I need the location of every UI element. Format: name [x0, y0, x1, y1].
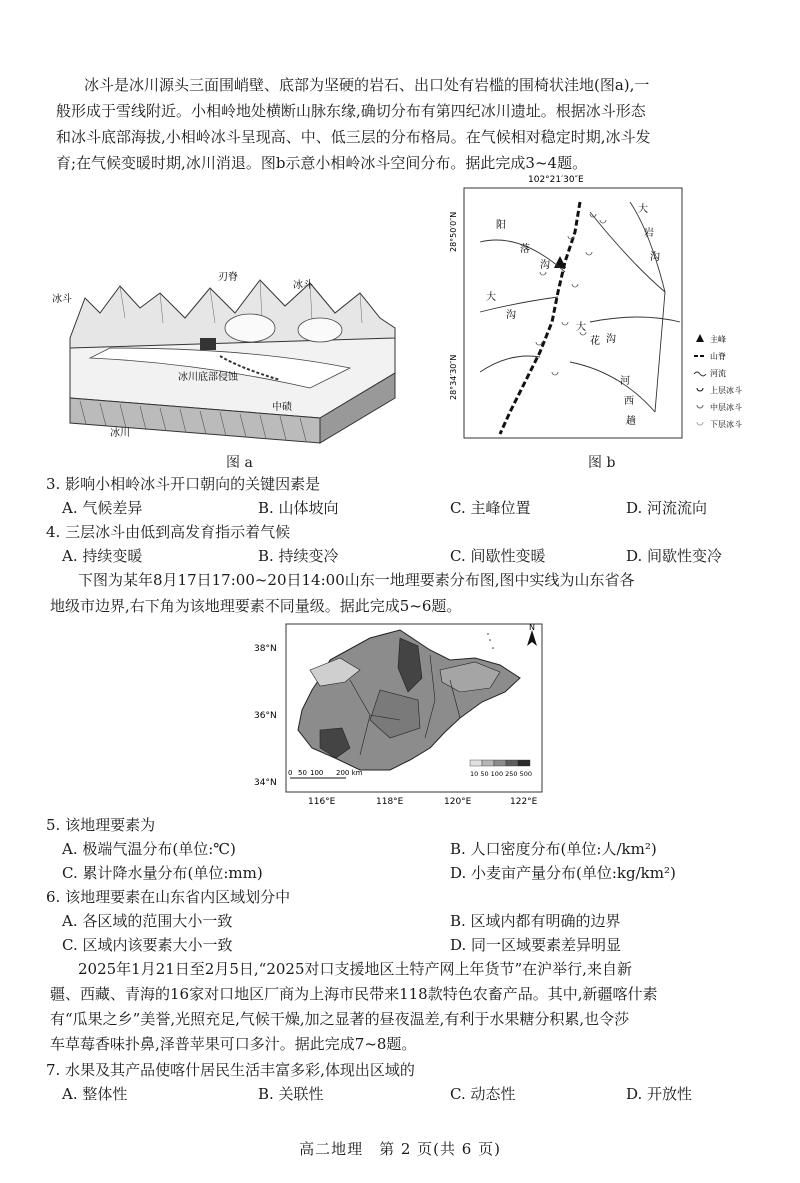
question-7-stem: 7. 水果及其产品使喀什居民生活丰富多彩,体现出区域的 [46, 1061, 415, 1079]
option-a[interactable]: A. 气候差异 [62, 499, 143, 517]
option-c[interactable]: C. 累计降水量分布(单位:mm) [62, 864, 263, 882]
lon-label: 122°E [510, 797, 538, 807]
legend-lower-cirque: 下层冰斗 [710, 420, 742, 429]
question-3-stem: 3. 影响小相岭冰斗开口朝向的关键因素是 [46, 475, 321, 493]
river-label: 沟 [506, 310, 516, 321]
scale-label: 200 km [336, 769, 363, 777]
figure-a-caption: 图 a [226, 455, 253, 471]
river-label: 大 [638, 204, 648, 215]
river-label: 花 [590, 336, 600, 347]
passage-glacier-cirque [56, 72, 746, 176]
option-a[interactable]: A. 极端气温分布(单位:℃) [62, 840, 236, 858]
question-6-options-row1 [62, 909, 752, 933]
passage-line: 般形成于雪线附近。小相岭地处横断山脉东缘,确切分布有第四纪冰川遗址。根据冰斗形态 [56, 102, 646, 120]
page-footer: 高二地理 第 2 页(共 6 页) [299, 1140, 501, 1158]
river-label: 大 [486, 292, 496, 303]
lat-top-label: 28°50′0″N [449, 211, 458, 252]
river-label: 阳 [496, 220, 506, 231]
question-7-options [62, 1082, 752, 1106]
option-c[interactable]: C. 间歇性变暖 [450, 547, 546, 565]
label-arete: 刃脊 [218, 272, 238, 283]
shandong-distribution-map [250, 620, 550, 810]
cirque-distribution-map [440, 172, 760, 442]
map-legend [694, 334, 742, 429]
legend-river: 河流 [710, 369, 726, 378]
label-moraine: 中碛 [272, 402, 292, 413]
label-cirque-left: 冰斗 [52, 294, 72, 305]
longitude-label: 102°21′30″E [528, 175, 584, 185]
river-label: 趟 [626, 416, 636, 427]
legend-ridge: 山脊 [710, 352, 726, 361]
scale-label: 100 [310, 769, 324, 777]
passage-line: 和冰斗底部海拔,小相岭冰斗呈现高、中、低三层的分布格局。在气候相对稳定时期,冰斗发 [56, 128, 651, 146]
passage-line: 下图为某年8月17日17:00~20日14:00山东一地理要素分布图,图中实线为山东省各 [78, 571, 635, 589]
north-arrow-label: N [529, 623, 535, 632]
passage-kashgar [50, 957, 750, 1057]
passage-shandong-map [50, 567, 750, 619]
label-glacier: 冰川 [110, 428, 130, 439]
passage-line: 冰斗是冰川源头三面围峭壁、底部为坚硬的岩石、出口处有岩槛的围椅状洼地(图a),一 [84, 76, 650, 94]
figure-b-caption: 图 b [588, 455, 616, 471]
question-4-options [62, 544, 752, 568]
lat-label: 38°N [254, 644, 277, 654]
river-label: 西 [624, 396, 634, 407]
question-6-options-row2 [62, 933, 752, 957]
option-c[interactable]: C. 区域内该要素大小一致 [62, 936, 233, 954]
option-b[interactable]: B. 关联性 [258, 1085, 324, 1103]
legend-main-peak: 主峰 [710, 335, 726, 344]
passage-line: 疆、西藏、青海的16家对口地区厂商为上海市民带来118款特色农畜产品。其中,新疆喀什素 [50, 985, 658, 1003]
river-label: 大 [576, 322, 586, 333]
lon-label: 116°E [308, 797, 336, 807]
option-a[interactable]: A. 持续变暖 [62, 547, 143, 565]
river-label: 沟 [606, 334, 616, 345]
river-label: 河 [620, 376, 630, 387]
passage-line: 车草莓香味扑鼻,泽普苹果可口多汁。据此完成7~8题。 [50, 1035, 417, 1053]
shandong-map-figure [250, 620, 550, 810]
option-c[interactable]: C. 主峰位置 [450, 499, 531, 517]
lat-label: 34°N [254, 778, 277, 788]
scale-label: 0 [288, 769, 293, 777]
option-a[interactable]: A. 整体性 [62, 1085, 128, 1103]
option-a[interactable]: A. 各区域的范围大小一致 [62, 912, 233, 930]
option-c[interactable]: C. 动态性 [450, 1085, 516, 1103]
passage-line: 地级市边界,右下角为该地理要素不同量级。据此完成5~6题。 [50, 597, 462, 615]
legend-upper-cirque: 上层冰斗 [710, 386, 742, 395]
option-d[interactable]: D. 小麦亩产量分布(单位:kg/km²) [450, 864, 676, 882]
river-label: 岩 [644, 228, 654, 239]
question-5-stem: 5. 该地理要素为 [46, 816, 156, 834]
river-label: 落 [520, 244, 530, 255]
river-label: 沟 [540, 260, 550, 271]
option-d[interactable]: D. 河流流向 [626, 499, 708, 517]
figure-a-cirque-diagram [50, 268, 430, 448]
question-4-stem: 4. 三层冰斗由低到高发育指示着气候 [46, 523, 291, 541]
lon-label: 118°E [376, 797, 404, 807]
legend-middle-cirque: 中层冰斗 [710, 403, 742, 412]
option-d[interactable]: D. 同一区域要素差异明显 [450, 936, 622, 954]
lat-label: 36°N [254, 711, 277, 721]
question-6-stem: 6. 该地理要素在山东省内区域划分中 [46, 888, 291, 906]
figure-b-cirque-map [440, 172, 760, 442]
passage-line: 有“瓜果之乡”美誉,光照充足,气候干燥,加之显著的昼夜温差,有利于水果糖分积累,也令莎 [50, 1010, 630, 1028]
label-cirque-right: 冰斗 [293, 280, 313, 291]
option-b[interactable]: B. 山体坡向 [258, 499, 339, 517]
option-b[interactable]: B. 持续变冷 [258, 547, 339, 565]
label-glacier-erosion: 冰川底部侵蚀 [178, 372, 238, 383]
lon-label: 120°E [444, 797, 472, 807]
option-d[interactable]: D. 间歇性变冷 [626, 547, 723, 565]
question-5-options-row2 [62, 861, 752, 885]
option-b[interactable]: B. 区域内都有明确的边界 [450, 912, 621, 930]
question-5-options-row1 [62, 837, 752, 861]
passage-line: 育;在气候变暖时期,冰川消退。图b示意小相岭冰斗空间分布。据此完成3~4题。 [56, 154, 588, 172]
river-label: 沟 [650, 252, 660, 263]
option-d[interactable]: D. 开放性 [626, 1085, 693, 1103]
cirque-block-diagram [50, 268, 430, 448]
question-3-options [62, 496, 752, 520]
scale-label: 50 [298, 769, 307, 777]
passage-line: 2025年1月21日至2月5日,“2025对口支援地区土特产网上年货节”在沪举行,来自新 [78, 960, 632, 978]
lat-bottom-label: 28°34′30″N [449, 354, 458, 400]
map-legend-values: 10 50 100 250 500 [470, 770, 533, 778]
option-b[interactable]: B. 人口密度分布(单位:人/km²) [450, 840, 657, 858]
